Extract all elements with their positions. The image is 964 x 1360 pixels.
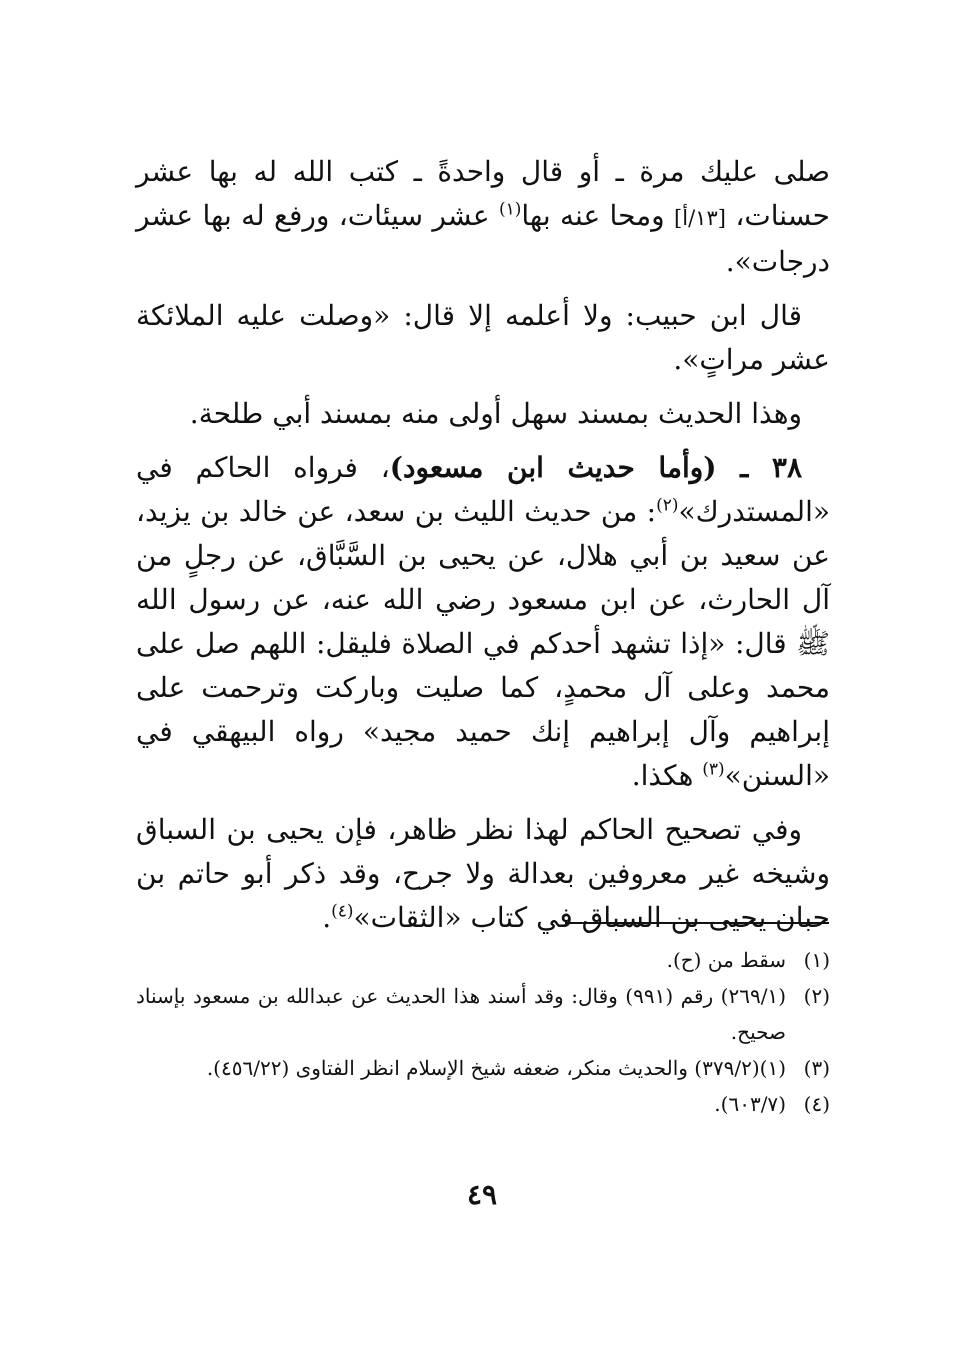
paragraph-5 <box>136 808 830 940</box>
paragraph-3: وهذا الحديث بمسند سهل أولى منه بمسند أبي طلحة. <box>189 397 802 430</box>
footnote-text: (٢٦٩/١) رقم (٩٩١) وقال: وقد أسند هذا الحديث عن عبدالله بن مسعود بإسناد صحيح. <box>136 984 786 1044</box>
footnote-number: (٣) <box>803 1056 830 1080</box>
footnote-text: (١)(٣٧٩/٢) والحديث منكر، ضعفه شيخ الإسلام انظر الفتاوى (٤٥٦/٢٢). <box>206 1056 786 1080</box>
footnote-divider <box>565 922 829 924</box>
p1-text-1: صلى عليك مرة ـ أو قال واحدةً ـ كتب الله له بها عشر حسنات، <box>136 155 830 232</box>
footnote-ref-3[interactable]: (٣) <box>702 759 725 780</box>
hadith-heading: ٣٨ ـ (وأما حديث ابن مسعود) <box>389 451 802 484</box>
footnote-2 <box>136 978 830 1050</box>
footnote-number: (٤) <box>803 1092 830 1116</box>
footnote-number: (١) <box>803 948 830 972</box>
paragraph-4 <box>136 446 830 798</box>
footnote-ref-1[interactable]: (١) <box>498 199 522 220</box>
folio-marker: [١٣/أ] <box>674 206 726 230</box>
footnote-text: سقط من (ح). <box>666 948 786 972</box>
paragraph-2: قال ابن حبيب: ولا أعلمه إلا قال: «وصلت عليه الملائكة عشر مراتٍ». <box>136 299 830 376</box>
p4-text-1: ، فرواه الحاكم في «المستدرك» <box>136 451 830 528</box>
p1-text-3: عشر سيئات، ورفع له بها عشر درجات». <box>136 199 830 278</box>
footnote-1 <box>136 942 830 978</box>
p4-text-3: هكذا. <box>631 759 703 792</box>
page-number: ٤٩ <box>466 1178 498 1211</box>
footnote-ref-4[interactable]: (٤) <box>331 901 354 922</box>
footnote-number: (٢) <box>803 984 830 1008</box>
footnotes <box>136 942 830 1122</box>
footnote-ref-2[interactable]: (٢) <box>656 495 679 516</box>
p5-text-1: وفي تصحيح الحاكم لهذا نظر ظاهر، فإن يحيى بن السباق وشيخه غير معروفين بعدالة ولا جرح، وقد ذكر أبو حاتم بن حبان يحيى بن السباق في كتاب «الثقات» <box>136 813 830 934</box>
footnote-3 <box>136 1050 830 1086</box>
paragraph-1 <box>136 150 830 284</box>
p5-text-2: . <box>322 901 332 934</box>
footnote-text: (٦٠٣/٧). <box>714 1092 786 1116</box>
p1-text-2: ومحا عنه بها <box>521 199 675 232</box>
footnote-4 <box>136 1086 830 1122</box>
main-text <box>136 150 830 940</box>
p4-text-2: : من حديث الليث بن سعد، عن خالد بن يزيد، عن سعيد بن أبي هلال، عن يحيى بن السَّبَّاق، عن رجلٍ من آل الحارث، عن ابن مسعود رضي الله عنه، عن رسول الله ﷺ قال: «إذا تشهد أحدكم في الصلاة فليقل: اللهم صل على محمد وعلى آل محمدٍ، كما صليت وباركت وترحمت على إبراهيم وآل إبراهيم إنك حميد مجيد» رواه البيهقي في «السنن» <box>136 495 830 792</box>
